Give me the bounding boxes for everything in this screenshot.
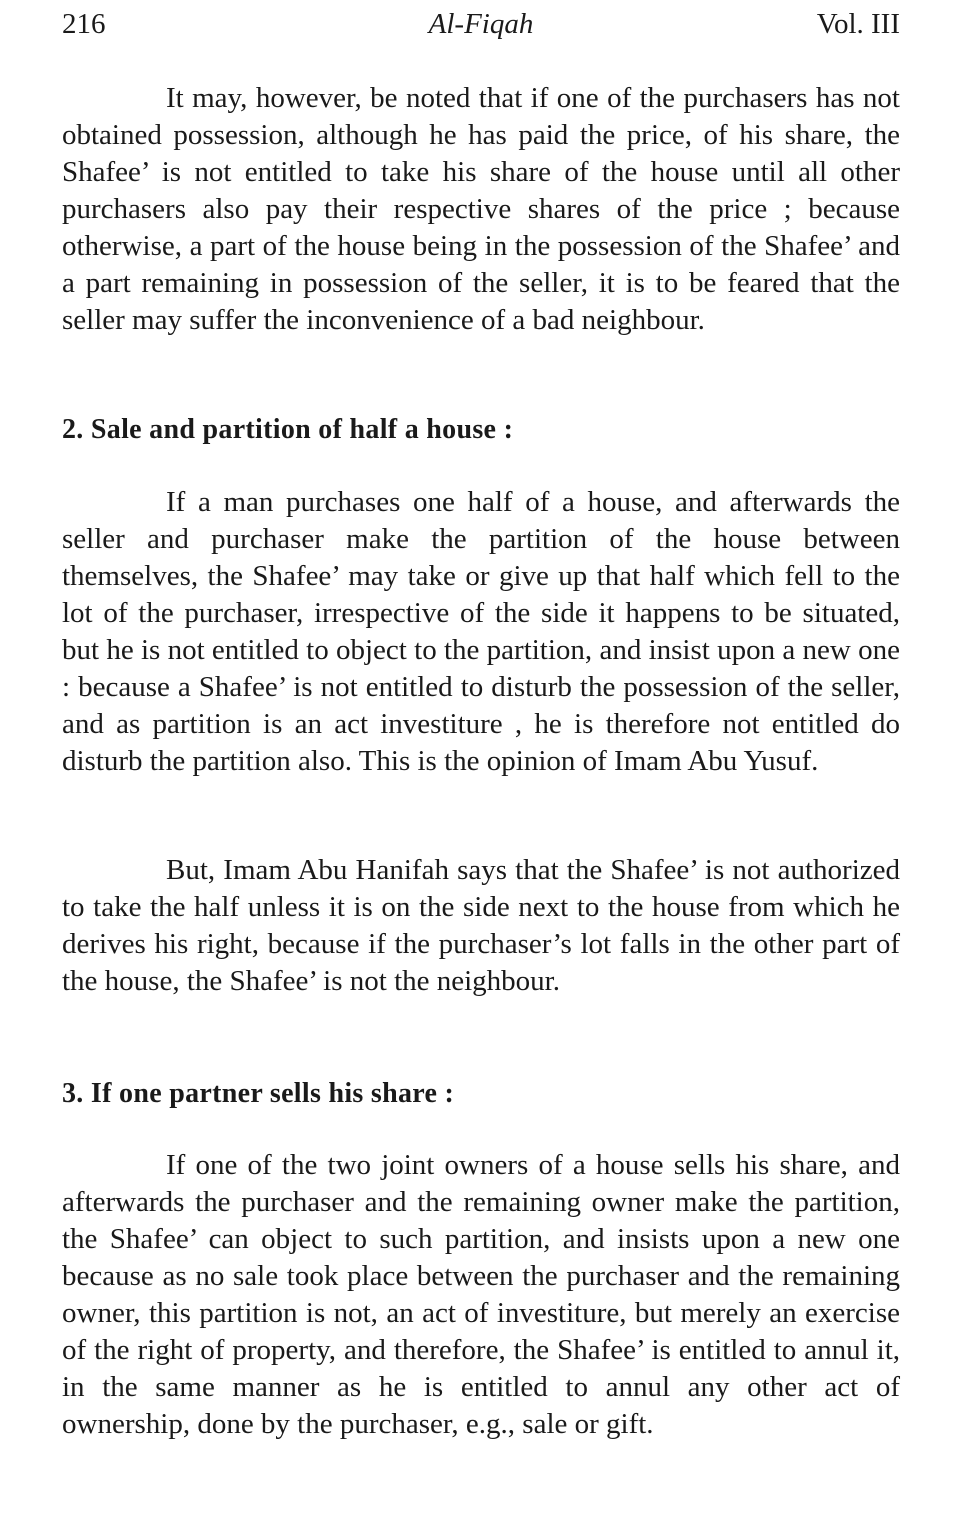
paragraph-joint-owner-sale: If one of the two joint owners of a house sells his share, and afterwards the purchaser and the remaining owner make the partition, the Shafee’ can object to such partition, and insists upon a new one because as no sale took place between the purchaser and the remaining owner, this partition is not, an act of investiture, but merely an exercise of the right of property, and therefore, the Shafee’ is entitled to annul it, in the same manner as he is entitled to annul any other act of ownership, done by the purchaser, e.g., sale or gift. xyxy=(62,1149,900,1440)
volume-label: Vol. III xyxy=(816,8,900,40)
paragraph-half-house-purchase: If a man purchases one half of a house, and afterwards the seller and purchaser make the partition of the house between themselves, the Shafee’ may take or give up that half which fell to the lot of the purchaser, irrespective of the side it happens to be situated, but he is not entitled to object to the partition, and insist upon a new one : because a Shafee’ is not entitled to disturb the possession of the seller, and as partition is an act investiture , he is therefore not entitled do disturb the partition also. This is the opinion of Imam Abu Yusuf. xyxy=(62,486,900,777)
running-title: Al-Fiqah xyxy=(428,8,534,40)
paragraph-abu-hanifah-opinion: But, Imam Abu Hanifah says that the Shafee’ is not authorized to take the half unless it is on the side next to the house from which he derives his right, because if the purchaser’s lot falls in the other part of the house, the Shafee’ is not the neighbour. xyxy=(62,854,900,997)
running-head xyxy=(62,6,900,46)
page-number: 216 xyxy=(62,8,106,40)
book-page xyxy=(62,0,900,1530)
section-heading-partner-sells: 3. If one partner sells his share : xyxy=(62,1078,455,1109)
section-heading-sale-partition: 2. Sale and partition of half a house : xyxy=(62,414,514,445)
paragraph-possession-note: It may, however, be noted that if one of the purchasers has not obtained possession, although he has paid the price, of his share, the Shafee’ is not entitled to take his share of the house until all other purchasers also pay their respective shares of the price ; because otherwise, a part of the house being in the possession of the Shafee’ and a part remaining in possession of the seller, it is to be feared that the seller may suffer the inconvenience of a bad neighbour. xyxy=(62,82,900,336)
